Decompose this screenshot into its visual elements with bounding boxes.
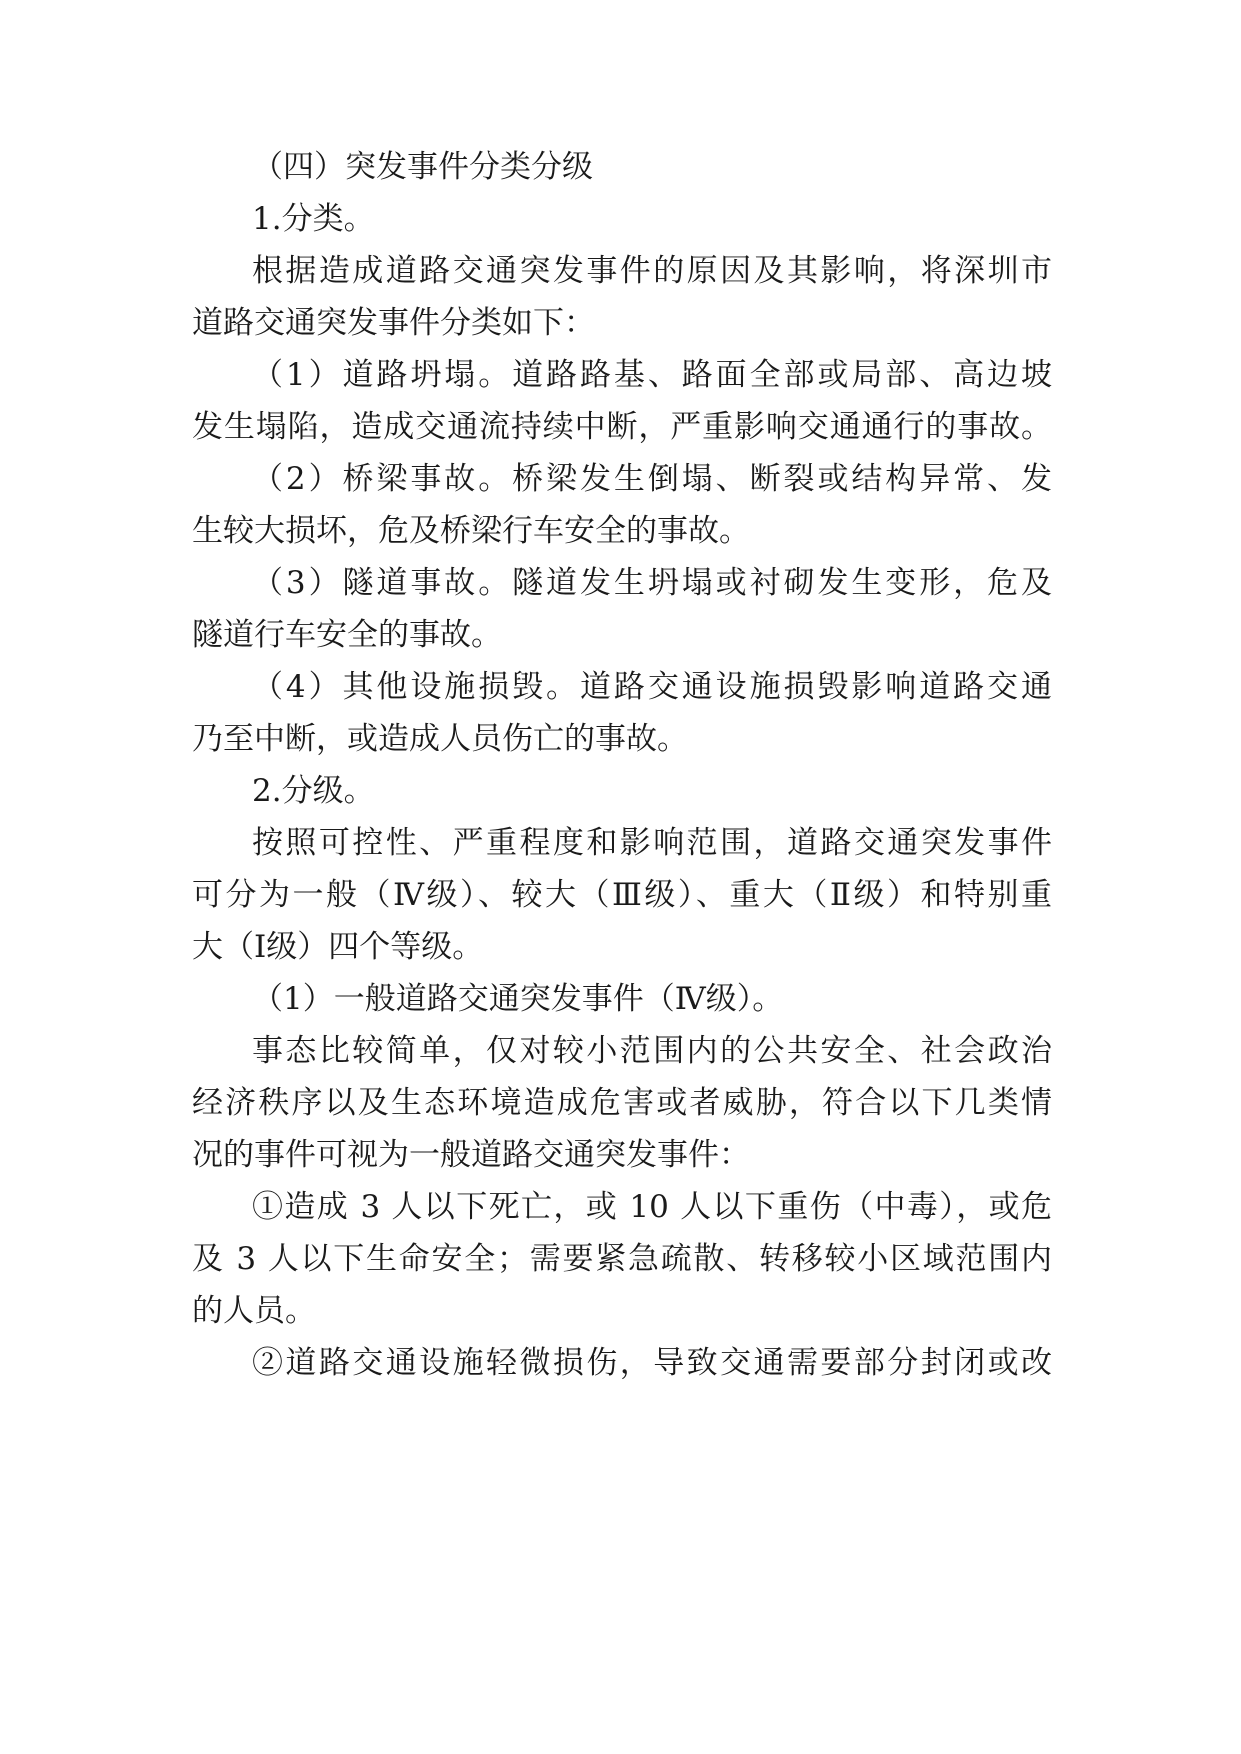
paragraph-line: 乃至中断，或造成人员伤亡的事故。 <box>192 721 688 757</box>
paragraph-line: 根据造成道路交通突发事件的原因及其影响，将深圳市 <box>252 253 1052 289</box>
section-heading: （四）突发事件分类分级 <box>252 149 593 185</box>
paragraph-line: 经济秩序以及生态环境造成危害或者威胁，符合以下几类情 <box>192 1085 1052 1121</box>
subsection-heading-classification: 1.分类。 <box>252 201 375 237</box>
paragraph-line: 及 3 人以下生命安全；需要紧急疏散、转移较小区域范围内 <box>192 1241 1052 1277</box>
paragraph-line: 隧道行车安全的事故。 <box>192 617 502 653</box>
paragraph-line: 可分为一般（Ⅳ级）、较大（Ⅲ级）、重大（Ⅱ级）和特别重 <box>192 877 1052 913</box>
item-heading: （1）一般道路交通突发事件（Ⅳ级）。 <box>252 981 784 1017</box>
paragraph-line: 按照可控性、严重程度和影响范围，道路交通突发事件 <box>252 825 1052 861</box>
paragraph-line: ①造成 3 人以下死亡，或 10 人以下重伤（中毒），或危 <box>252 1189 1052 1225</box>
paragraph-line: 大（Ⅰ级）四个等级。 <box>192 929 484 965</box>
paragraph-line: ②道路交通设施轻微损伤，导致交通需要部分封闭或改 <box>252 1345 1052 1381</box>
paragraph-line: 的人员。 <box>192 1293 316 1329</box>
paragraph-line: （3）隧道事故。隧道发生坍塌或衬砌发生变形，危及 <box>252 565 1052 601</box>
paragraph-line: 发生塌陷，造成交通流持续中断，严重影响交通通行的事故。 <box>192 409 1052 445</box>
paragraph-line: （2）桥梁事故。桥梁发生倒塌、断裂或结构异常、发 <box>252 461 1052 497</box>
subsection-heading-grading: 2.分级。 <box>252 773 375 809</box>
paragraph-line: 事态比较简单，仅对较小范围内的公共安全、社会政治 <box>252 1033 1052 1069</box>
paragraph-line: 道路交通突发事件分类如下： <box>192 305 595 341</box>
paragraph-line: （1）道路坍塌。道路路基、路面全部或局部、高边坡 <box>252 357 1052 393</box>
paragraph-line: （4）其他设施损毁。道路交通设施损毁影响道路交通 <box>252 669 1052 705</box>
paragraph-line: 况的事件可视为一般道路交通突发事件： <box>192 1137 750 1173</box>
paragraph-line: 生较大损坏，危及桥梁行车安全的事故。 <box>192 513 750 549</box>
